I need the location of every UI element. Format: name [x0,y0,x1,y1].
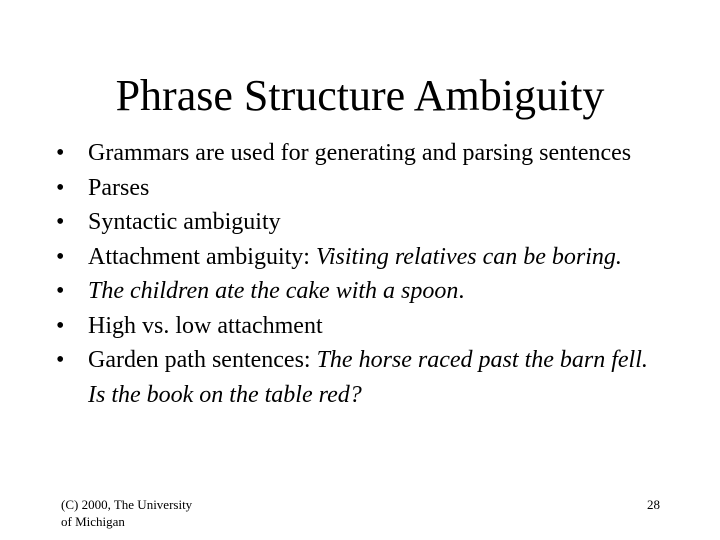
bullet-example-text: The children ate the cake with a spoon [88,278,459,304]
bullet-item-high-low-attachment [56,309,696,344]
bullet-continuation-text: Is the book on the table red? [88,381,362,408]
footer-copyright [61,496,231,530]
bullet-icon: • [56,347,65,373]
bullet-item-syntactic-ambiguity [56,205,696,240]
bullet-icon: • [56,243,65,270]
bullet-icon: • [56,209,65,235]
bullet-text: Garden path sentences: [88,347,317,373]
bullet-list [56,136,696,412]
bullet-text: Parses [88,174,150,201]
bullet-text: Attachment ambiguity: [88,243,316,270]
bullet-icon: • [56,278,65,304]
bullet-icon: • [56,140,65,166]
page-number: 28 [647,497,660,512]
copyright-line-1: (C) 2000, The University [61,497,193,512]
bullet-text: High vs. low attachment [88,312,323,339]
bullet-text: Syntactic ambiguity [88,209,281,235]
bullet-example-text: The horse raced past the barn fell. [316,347,648,373]
bullet-icon: • [56,174,65,201]
bullet-example-text: Visiting relatives can be boring. [315,243,622,270]
bullet-item-garden-path [56,343,696,412]
bullet-icon: • [56,312,65,339]
slide-title: Phrase Structure Ambiguity [115,71,605,120]
bullet-item-children-cake [56,274,696,309]
bullet-item-grammars [56,136,696,171]
copyright-line-2: of Michigan [61,514,125,529]
bullet-item-parses [56,171,696,206]
bullet-text: Grammars are used for generating and parsing sentences [88,140,632,166]
bullet-item-attachment-ambiguity [56,240,696,275]
bullet-trailing-period: . [458,278,465,304]
